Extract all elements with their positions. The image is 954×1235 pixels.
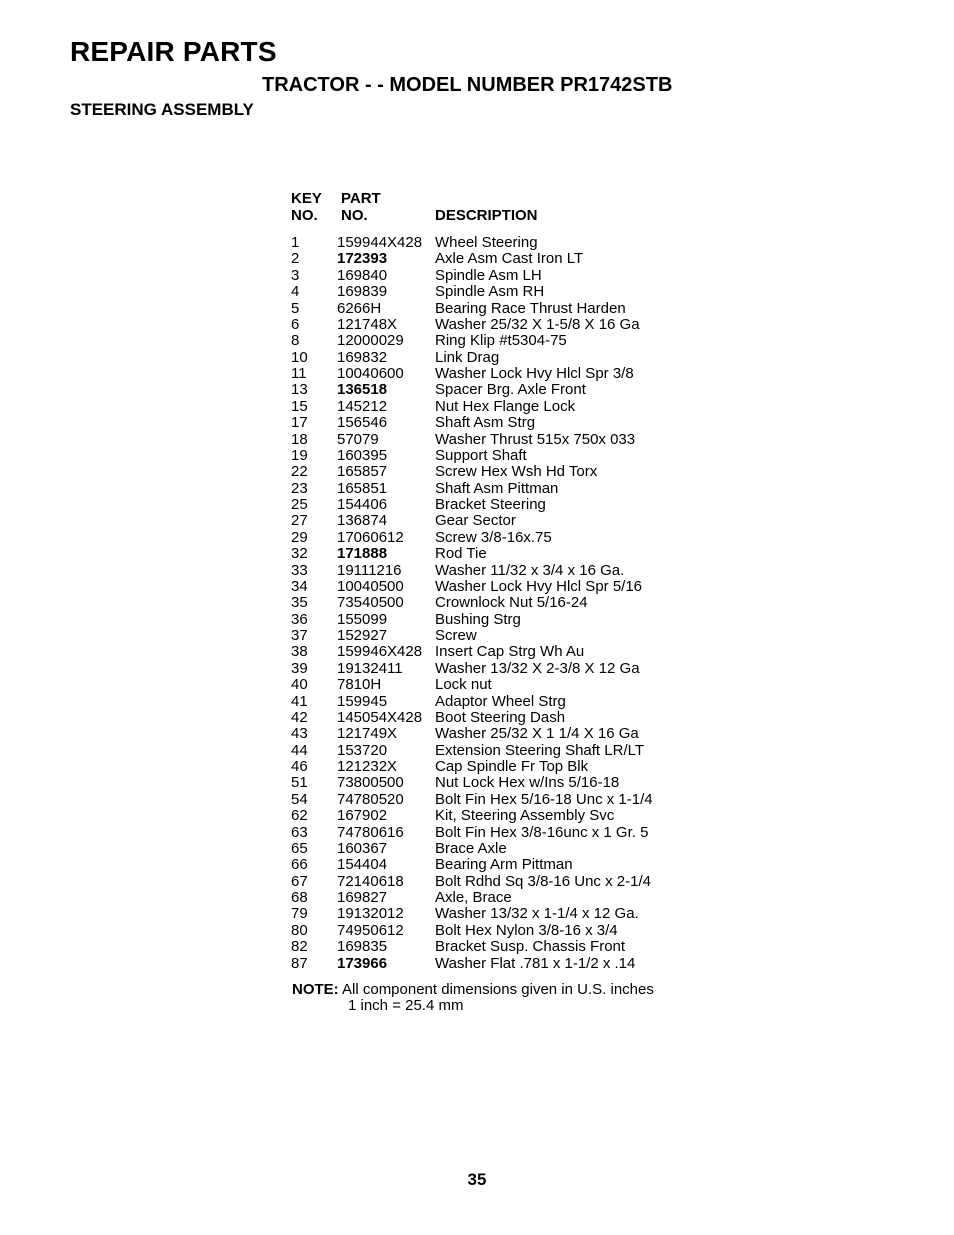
note-label: NOTE: [292, 981, 339, 998]
part-description: Washer 13/32 x 1-1/4 x 12 Ga. [435, 905, 639, 923]
key-number: 10 [291, 348, 308, 366]
part-description: Washer Lock Hvy Hlcl Spr 5/16 [435, 577, 643, 595]
table-row [291, 235, 751, 251]
part-description: Washer Thrust 515x 750x 033 [435, 430, 636, 448]
part-number: 160367 [337, 839, 388, 857]
note-text: All component dimensions given in U.S. inches [338, 981, 654, 998]
key-number: 44 [291, 741, 308, 759]
part-number: 155099 [337, 610, 388, 628]
key-number: 6 [291, 315, 300, 333]
part-number: 154404 [337, 856, 388, 874]
table-row [291, 317, 751, 333]
part-description: Bearing Arm Pittman [435, 856, 573, 874]
table-row [291, 694, 751, 710]
parts-list [291, 235, 751, 972]
column-header-key-line2: NO. [291, 207, 318, 224]
part-number: 172393 [337, 250, 388, 268]
key-number: 27 [291, 512, 308, 530]
table-row [291, 595, 751, 611]
table-row [291, 448, 751, 464]
column-header-part-line2: NO. [341, 207, 368, 224]
key-number: 41 [291, 692, 308, 710]
part-description: Washer Lock Hvy Hlcl Spr 3/8 [435, 365, 634, 382]
key-number: 40 [291, 676, 308, 694]
part-description: Spindle Asm RH [435, 283, 545, 301]
table-row [291, 415, 751, 431]
key-number: 23 [291, 479, 308, 497]
part-number: 145212 [337, 397, 388, 415]
table-row [291, 382, 751, 398]
part-description: Wheel Steering [435, 234, 538, 251]
key-number: 38 [291, 643, 308, 661]
key-number: 39 [291, 659, 308, 677]
part-description: Spindle Asm LH [435, 266, 542, 284]
key-number: 8 [291, 332, 300, 350]
part-number: 57079 [337, 430, 379, 448]
table-row [291, 301, 751, 317]
key-number: 3 [291, 266, 300, 284]
note-conversion: 1 inch = 25.4 mm [348, 997, 464, 1014]
key-number: 34 [291, 577, 308, 595]
table-row [291, 481, 751, 497]
table-row [291, 644, 751, 660]
table-row [291, 333, 751, 349]
table-row [291, 497, 751, 513]
page-number: 35 [467, 1170, 487, 1189]
part-description: Axle Asm Cast Iron LT [435, 250, 584, 268]
part-description: Washer Flat .781 x 1-1/2 x .14 [435, 954, 636, 972]
part-number: 19111216 [337, 561, 402, 579]
column-header-key-line1: KEY [291, 190, 322, 207]
part-number: 173966 [337, 954, 388, 972]
part-description: Bearing Race Thrust Harden [435, 299, 626, 317]
part-description: Boot Steering Dash [435, 708, 566, 726]
key-number: 37 [291, 627, 308, 644]
part-description: Support Shaft [435, 446, 527, 464]
part-number: 12000029 [337, 332, 404, 350]
part-number: 169840 [337, 266, 388, 284]
section-title: STEERING ASSEMBLY [70, 100, 254, 119]
key-number: 11 [291, 365, 307, 382]
column-header-part [341, 190, 381, 224]
key-number: 36 [291, 610, 308, 628]
part-number: 136518 [337, 381, 388, 399]
part-number: 6266H [337, 299, 382, 317]
table-row [291, 251, 751, 267]
part-number: 121749X [337, 725, 398, 743]
table-row [291, 956, 751, 972]
key-number: 33 [291, 561, 308, 579]
key-number: 29 [291, 528, 308, 546]
column-header-description: DESCRIPTION [435, 207, 538, 224]
table-row [291, 350, 751, 366]
key-number: 68 [291, 889, 308, 906]
part-description: Bolt Fin Hex 3/8-16unc x 1 Gr. 5 [435, 823, 649, 841]
part-description: Screw [435, 627, 477, 644]
table-row [291, 563, 751, 579]
table-row [291, 464, 751, 480]
key-number: 1 [291, 234, 300, 251]
part-description: Lock nut [435, 676, 492, 694]
part-number: 145054X428 [337, 708, 423, 726]
table-row [291, 710, 751, 726]
key-number: 62 [291, 807, 308, 825]
part-number: 171888 [337, 545, 388, 563]
note [292, 981, 654, 998]
part-description: Crownlock Nut 5/16-24 [435, 594, 588, 612]
part-number: 7810H [337, 676, 382, 694]
part-number: 73540500 [337, 594, 404, 612]
table-row [291, 366, 751, 382]
part-number: 10040600 [337, 365, 404, 382]
table-row [291, 808, 751, 824]
table-row [291, 841, 751, 857]
part-description: Bolt Fin Hex 5/16-18 Unc x 1-1/4 [435, 790, 653, 808]
part-number: 19132411 [337, 659, 403, 677]
key-number: 42 [291, 708, 308, 726]
part-number: 136874 [337, 512, 388, 530]
part-description: Screw 3/8-16x.75 [435, 528, 552, 546]
part-description: Axle, Brace [435, 889, 512, 906]
table-row [291, 857, 751, 873]
part-description: Link Drag [435, 348, 500, 366]
part-description: Shaft Asm Pittman [435, 479, 559, 497]
key-number: 66 [291, 856, 308, 874]
table-row [291, 399, 751, 415]
column-header-key [291, 190, 322, 224]
part-description: Bolt Hex Nylon 3/8-16 x 3/4 [435, 921, 618, 939]
part-description: Extension Steering Shaft LR/LT [435, 741, 645, 759]
column-header-part-line1: PART [341, 190, 381, 207]
key-number: 4 [291, 283, 300, 301]
part-description: Spacer Brg. Axle Front [435, 381, 586, 399]
table-row [291, 726, 751, 742]
key-number: 43 [291, 725, 308, 743]
page-title: REPAIR PARTS [70, 36, 277, 67]
table-row [291, 432, 751, 448]
table-row [291, 923, 751, 939]
part-number: 152927 [337, 627, 388, 644]
part-number: 159944X428 [337, 234, 423, 251]
key-number: 87 [291, 954, 308, 972]
table-row [291, 759, 751, 775]
part-description: Nut Lock Hex w/Ins 5/16-18 [435, 774, 620, 792]
part-number: 121748X [337, 315, 398, 333]
key-number: 65 [291, 839, 308, 857]
table-row [291, 775, 751, 791]
key-number: 5 [291, 299, 300, 317]
key-number: 82 [291, 938, 308, 956]
key-number: 15 [291, 397, 308, 415]
table-row [291, 677, 751, 693]
part-number: 73800500 [337, 774, 404, 792]
part-description: Adaptor Wheel Strg [435, 692, 566, 710]
table-row [291, 874, 751, 890]
part-number: 159946X428 [337, 643, 423, 661]
model-subtitle: TRACTOR - - MODEL NUMBER PR1742STB [262, 74, 673, 96]
part-description: Bracket Susp. Chassis Front [435, 938, 626, 956]
part-description: Screw Hex Wsh Hd Torx [435, 463, 598, 481]
part-number: 169827 [337, 889, 388, 906]
part-number: 17060612 [337, 528, 404, 546]
part-number: 165857 [337, 463, 388, 481]
part-description: Brace Axle [435, 839, 507, 857]
table-row [291, 284, 751, 300]
part-description: Shaft Asm Strg [435, 414, 536, 432]
part-number: 19132012 [337, 905, 404, 923]
part-description: Bracket Steering [435, 496, 546, 513]
part-description: Cap Spindle Fr Top Blk [435, 758, 589, 775]
part-description: Washer 11/32 x 3/4 x 16 Ga. [435, 561, 625, 579]
part-description: Ring Klip #t5304-75 [435, 332, 567, 350]
part-number: 153720 [337, 741, 388, 759]
table-row [291, 612, 751, 628]
part-description: Gear Sector [435, 512, 516, 530]
key-number: 46 [291, 758, 308, 775]
table-row [291, 530, 751, 546]
key-number: 17 [291, 414, 308, 432]
table-row [291, 579, 751, 595]
key-number: 79 [291, 905, 308, 923]
table-row [291, 792, 751, 808]
table-row [291, 628, 751, 644]
part-number: 10040500 [337, 577, 404, 595]
table-row [291, 906, 751, 922]
table-row [291, 939, 751, 955]
part-number: 121232X [337, 758, 398, 775]
key-number: 51 [291, 774, 308, 792]
part-description: Washer 25/32 X 1-5/8 X 16 Ga [435, 315, 640, 333]
part-number: 74780616 [337, 823, 404, 841]
key-number: 13 [291, 381, 308, 399]
key-number: 19 [291, 446, 308, 464]
part-number: 159945 [337, 692, 388, 710]
key-number: 2 [291, 250, 300, 268]
part-description: Bolt Rdhd Sq 3/8-16 Unc x 2-1/4 [435, 872, 651, 890]
key-number: 54 [291, 790, 308, 808]
part-number: 167902 [337, 807, 388, 825]
key-number: 18 [291, 430, 308, 448]
part-description: Bushing Strg [435, 610, 521, 628]
part-number: 72140618 [337, 872, 404, 890]
key-number: 32 [291, 545, 308, 563]
table-row [291, 743, 751, 759]
part-number: 169832 [337, 348, 388, 366]
key-number: 22 [291, 463, 308, 481]
part-description: Rod Tie [435, 545, 487, 563]
table-row [291, 661, 751, 677]
part-description: Insert Cap Strg Wh Au [435, 643, 585, 661]
part-number: 160395 [337, 446, 388, 464]
key-number: 63 [291, 823, 308, 841]
part-number: 74950612 [337, 921, 404, 939]
part-number: 169839 [337, 283, 388, 301]
part-number: 169835 [337, 938, 388, 956]
part-number: 156546 [337, 414, 388, 432]
part-number: 74780520 [337, 790, 404, 808]
key-number: 35 [291, 594, 308, 612]
table-row [291, 268, 751, 284]
part-number: 165851 [337, 479, 388, 497]
part-description: Washer 25/32 X 1 1/4 X 16 Ga [435, 725, 639, 743]
part-number: 154406 [337, 496, 388, 513]
key-number: 80 [291, 921, 308, 939]
key-number: 25 [291, 496, 308, 513]
table-row [291, 546, 751, 562]
table-row [291, 825, 751, 841]
part-description: Washer 13/32 X 2-3/8 X 12 Ga [435, 659, 640, 677]
key-number: 67 [291, 872, 308, 890]
part-description: Kit, Steering Assembly Svc [435, 807, 615, 825]
table-row [291, 890, 751, 906]
part-description: Nut Hex Flange Lock [435, 397, 576, 415]
table-row [291, 513, 751, 529]
